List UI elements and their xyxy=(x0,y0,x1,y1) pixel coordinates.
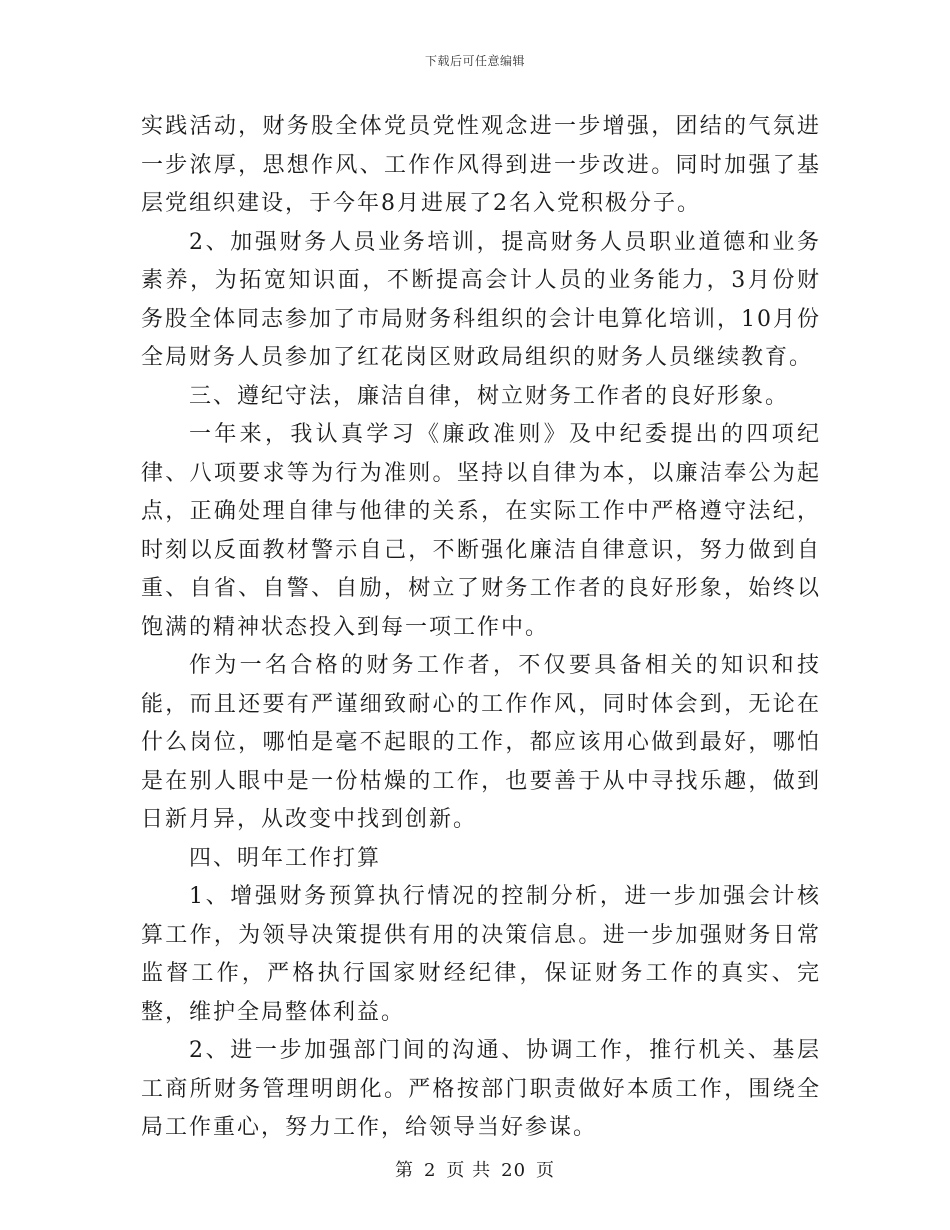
paragraph: 2、进一步加强部门间的沟通、协调工作，推行机关、基层工商所财务管理明朗化。严格按部门职责做好本质工作，围绕全局工作重心，努力工作，给领导当好参谋。 xyxy=(141,1038,821,1140)
footer-suffix: 页 xyxy=(536,1160,556,1181)
footer-page-number: 2 xyxy=(423,1160,437,1181)
section-heading: 四、明年工作打算 xyxy=(189,845,382,871)
footer-prefix: 第 xyxy=(394,1160,414,1181)
page-header-note: 下载后可任意编辑 xyxy=(424,54,525,68)
footer-total-pages: 20 xyxy=(501,1160,527,1181)
section-heading: 三、遵纪守法，廉洁自律，树立财务工作者的良好形象。 xyxy=(189,383,790,409)
paragraph: 一年来，我认真学习《廉政准则》及中纪委提出的四项纪律、八项要求等为行为准则。坚持以自律为本，以廉洁奉公为起点，正确处理自律与他律的关系，在实际工作中严格遵守法纪，时刻以反面教材警示自己，不断强化廉洁自律意识，努力做到自重、自省、自警、自励，树立了财务工作者的良好形象，始终以饱满的精神状态投入到每一项工作中。 xyxy=(141,422,821,640)
paragraph: 1、增强财务预算执行情况的控制分析，进一步加强会计核算工作，为领导决策提供有用的决策信息。进一步加强财务日常监督工作，严格执行国家财经纪律，保证财务工作的真实、完整，维护全局整体利益。 xyxy=(141,884,821,1025)
page-footer xyxy=(0,1156,950,1182)
paragraph: 实践活动，财务股全体党员党性观念进一步增强，团结的气氛进一步浓厚，思想作风、工作作风得到进一步改进。同时加强了基层党组织建设，于今年8月进展了2名入党积极分子。 xyxy=(141,114,821,216)
paragraph: 2、加强财务人员业务培训，提高财务人员职业道德和业务素养，为拓宽知识面，不断提高会计人员的业务能力，3月份财务股全体同志参加了市局财务科组织的会计电算化培训，10月份全局财务人员参加了红花岗区财政局组织的财务人员继续教育。 xyxy=(141,229,821,370)
footer-mid: 页 共 xyxy=(446,1160,492,1181)
document-body xyxy=(141,108,821,1148)
paragraph: 作为一名合格的财务工作者，不仅要具备相关的知识和技能，而且还要有严谨细致耐心的工作作风，同时体会到，无论在什么岗位，哪怕是毫不起眼的工作，都应该用心做到最好，哪怕是在别人眼中是一份枯燥的工作，也要善于从中寻找乐趣，做到日新月异，从改变中找到创新。 xyxy=(141,653,821,832)
